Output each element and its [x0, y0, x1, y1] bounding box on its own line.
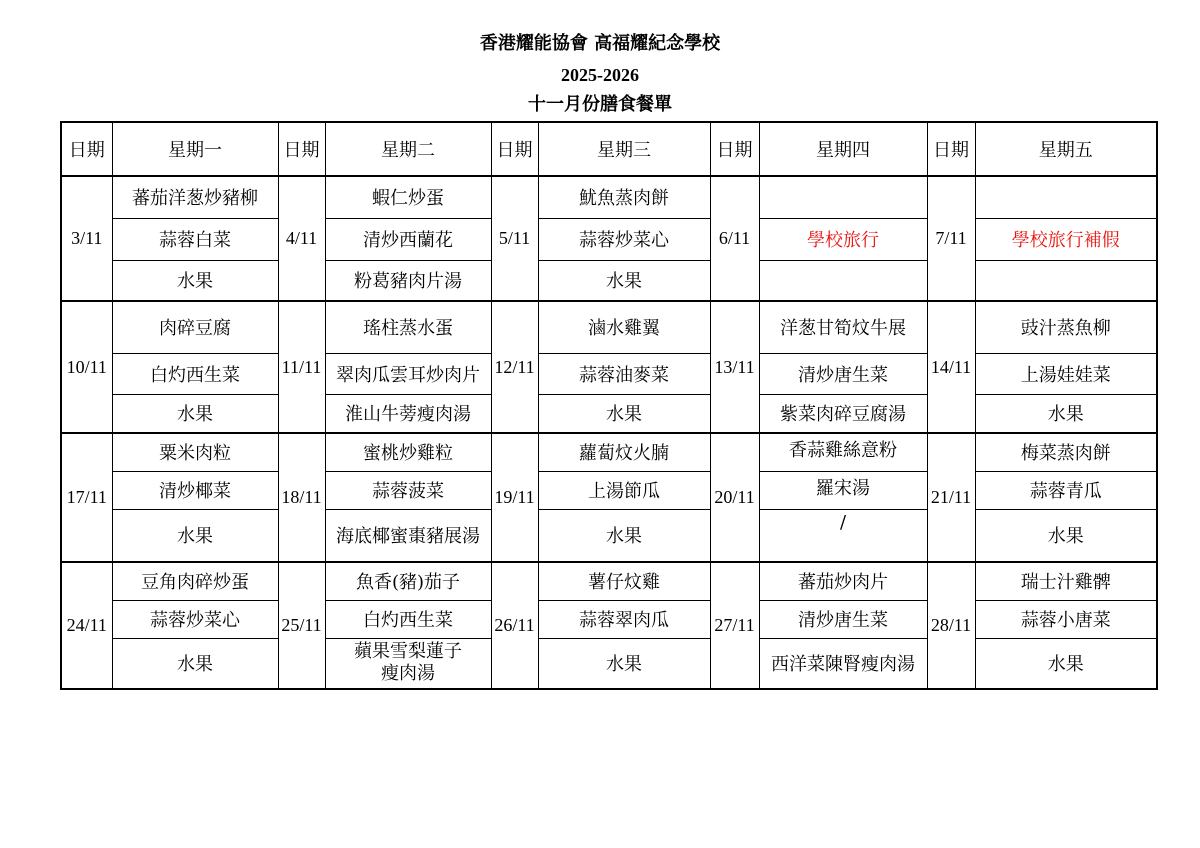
date-cell: 4/11 — [278, 176, 325, 301]
menu-item-cell: 香蒜雞絲意粉 — [759, 433, 927, 471]
menu-item-cell: 水果 — [538, 638, 710, 689]
date-column-header: 日期 — [61, 122, 112, 176]
menu-item-cell: 蒜蓉青瓜 — [975, 471, 1157, 509]
date-cell: 26/11 — [491, 562, 538, 689]
menu-item-cell: 肉碎豆腐 — [112, 301, 278, 353]
table-row — [61, 218, 1157, 260]
menu-item-cell: 洋葱甘筍炆牛展 — [759, 301, 927, 353]
table-row — [61, 353, 1157, 394]
date-cell: 13/11 — [710, 301, 759, 433]
table-row — [61, 301, 1157, 353]
menu-item-cell: 海底椰蜜棗豬展湯 — [325, 509, 491, 562]
menu-item-cell: 薯仔炆雞 — [538, 562, 710, 600]
day-column-header: 星期二 — [325, 122, 491, 176]
date-cell: 24/11 — [61, 562, 112, 689]
menu-item-cell: 清炒唐生菜 — [759, 600, 927, 638]
date-column-header: 日期 — [278, 122, 325, 176]
menu-item-cell: 粟米肉粒 — [112, 433, 278, 471]
table-row — [61, 176, 1157, 218]
menu-item-cell: 水果 — [975, 509, 1157, 562]
date-column-header: 日期 — [710, 122, 759, 176]
table-row — [61, 638, 1157, 689]
date-cell: 21/11 — [927, 433, 975, 562]
menu-item-cell: 蜜桃炒雞粒 — [325, 433, 491, 471]
menu-item-cell: 學校旅行補假 — [975, 218, 1157, 260]
date-cell: 10/11 — [61, 301, 112, 433]
menu-item-cell: 蒜蓉炒菜心 — [538, 218, 710, 260]
table-row — [61, 600, 1157, 638]
day-column-header: 星期三 — [538, 122, 710, 176]
date-cell: 19/11 — [491, 433, 538, 562]
menu-item-cell: 蕃茄洋葱炒豬柳 — [112, 176, 278, 218]
menu-item-cell: 水果 — [538, 394, 710, 433]
date-cell: 7/11 — [927, 176, 975, 301]
menu-item-cell: 蒜蓉炒菜心 — [112, 600, 278, 638]
table-row — [61, 433, 1157, 471]
menu-item-cell: 西洋菜陳腎瘦肉湯 — [759, 638, 927, 689]
menu-item-cell — [975, 176, 1157, 218]
table-row — [61, 509, 1157, 562]
menu-item-cell: 水果 — [112, 509, 278, 562]
date-column-header: 日期 — [927, 122, 975, 176]
menu-item-cell: 蒜蓉菠菜 — [325, 471, 491, 509]
menu-item-cell: 蒜蓉翠肉瓜 — [538, 600, 710, 638]
date-cell: 12/11 — [491, 301, 538, 433]
menu-item-cell: 紫菜肉碎豆腐湯 — [759, 394, 927, 433]
menu-item-cell: 清炒椰菜 — [112, 471, 278, 509]
menu-item-cell: 學校旅行 — [759, 218, 927, 260]
date-cell: 20/11 — [710, 433, 759, 562]
table-row — [61, 562, 1157, 600]
menu-item-cell — [759, 260, 927, 301]
menu-item-cell: 粉葛豬肉片湯 — [325, 260, 491, 301]
menu-item-cell: 淮山牛蒡瘦肉湯 — [325, 394, 491, 433]
date-cell: 25/11 — [278, 562, 325, 689]
date-column-header: 日期 — [491, 122, 538, 176]
menu-item-cell: 羅宋湯 — [759, 471, 927, 509]
date-cell: 3/11 — [61, 176, 112, 301]
day-column-header: 星期五 — [975, 122, 1157, 176]
menu-item-cell: 清炒西蘭花 — [325, 218, 491, 260]
menu-item-cell: 魷魚蒸肉餅 — [538, 176, 710, 218]
date-cell: 5/11 — [491, 176, 538, 301]
menu-item-cell: 蒜蓉小唐菜 — [975, 600, 1157, 638]
menu-item-cell: 上湯娃娃菜 — [975, 353, 1157, 394]
school-name: 香港耀能協會 高福耀紀念學校 — [479, 33, 721, 54]
table-row — [61, 394, 1157, 433]
menu-item-cell: 白灼西生菜 — [325, 600, 491, 638]
menu-table — [60, 121, 1158, 690]
date-cell: 11/11 — [278, 301, 325, 433]
date-cell: 6/11 — [710, 176, 759, 301]
menu-item-cell: 水果 — [112, 394, 278, 433]
day-column-header: 星期一 — [112, 122, 278, 176]
menu-item-cell: / — [759, 509, 927, 562]
date-cell: 14/11 — [927, 301, 975, 433]
header-row — [61, 122, 1157, 176]
menu-item-cell: 水果 — [538, 509, 710, 562]
menu-item-cell: 蕃茄炒肉片 — [759, 562, 927, 600]
date-cell: 18/11 — [278, 433, 325, 562]
menu-item-cell: 水果 — [538, 260, 710, 301]
menu-item-cell: 上湯節瓜 — [538, 471, 710, 509]
table-row — [61, 260, 1157, 301]
menu-item-cell: 魚香(豬)茄子 — [325, 562, 491, 600]
menu-title: 十一月份膳食餐單 — [528, 94, 672, 115]
date-cell: 27/11 — [710, 562, 759, 689]
menu-item-cell: 豆角肉碎炒蛋 — [112, 562, 278, 600]
menu-item-cell: 豉汁蒸魚柳 — [975, 301, 1157, 353]
menu-item-cell: 白灼西生菜 — [112, 353, 278, 394]
menu-item-cell: 水果 — [112, 260, 278, 301]
menu-item-cell: 水果 — [975, 638, 1157, 689]
menu-item-cell: 蝦仁炒蛋 — [325, 176, 491, 218]
menu-item-cell — [975, 260, 1157, 301]
date-cell: 17/11 — [61, 433, 112, 562]
menu-item-cell: 水果 — [975, 394, 1157, 433]
day-column-header: 星期四 — [759, 122, 927, 176]
school-year: 2025-2026 — [561, 65, 639, 85]
table-row — [61, 471, 1157, 509]
menu-item-cell: 蒜蓉白菜 — [112, 218, 278, 260]
menu-item-cell: 蒜蓉油麥菜 — [538, 353, 710, 394]
menu-item-cell: 滷水雞翼 — [538, 301, 710, 353]
menu-item-cell: 翠肉瓜雲耳炒肉片 — [325, 353, 491, 394]
menu-item-cell: 水果 — [112, 638, 278, 689]
menu-item-cell: 瑞士汁雞髀 — [975, 562, 1157, 600]
menu-item-cell — [759, 176, 927, 218]
menu-item-cell: 梅菜蒸肉餅 — [975, 433, 1157, 471]
menu-item-cell: 清炒唐生菜 — [759, 353, 927, 394]
menu-item-cell: 蘋果雪梨蓮子 瘦肉湯 — [325, 638, 491, 689]
date-cell: 28/11 — [927, 562, 975, 689]
menu-item-cell: 瑤柱蒸水蛋 — [325, 301, 491, 353]
menu-item-cell: 蘿蔔炆火腩 — [538, 433, 710, 471]
